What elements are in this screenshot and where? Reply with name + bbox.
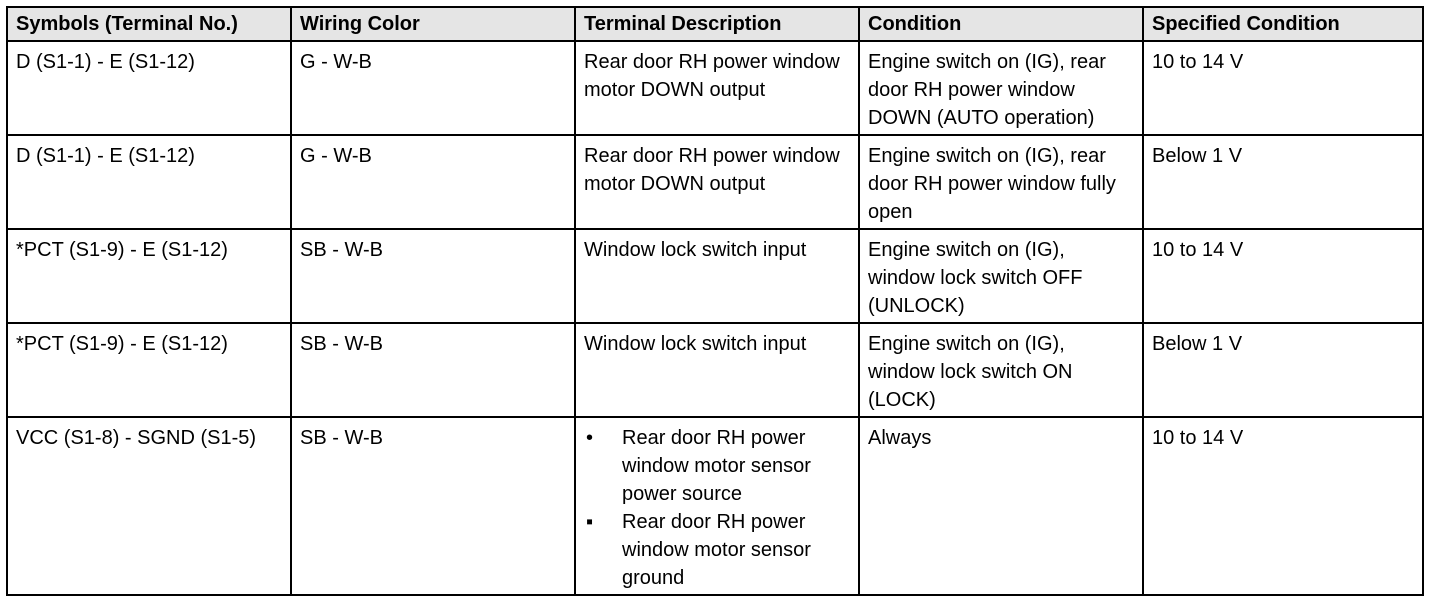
cell-description: Rear door RH power window motor DOWN output <box>575 41 859 135</box>
table-row <box>7 135 1423 229</box>
table-row <box>7 323 1423 417</box>
table-row <box>7 229 1423 323</box>
table-row <box>7 41 1423 135</box>
terminal-spec-table <box>6 6 1424 596</box>
cell-condition: Engine switch on (IG), window lock switch OFF (UNLOCK) <box>859 229 1143 323</box>
cell-condition: Always <box>859 417 1143 595</box>
cell-description: Window lock switch input <box>575 229 859 323</box>
header-symbols: Symbols (Terminal No.) <box>7 7 291 41</box>
cell-specified: 10 to 14 V <box>1143 41 1423 135</box>
cell-wiring-color: G - W-B <box>291 135 575 229</box>
header-condition: Condition <box>859 7 1143 41</box>
table-row <box>7 417 1423 595</box>
bullet-text: Rear door RH power window motor sensor power source <box>622 427 811 505</box>
cell-wiring-color: SB - W-B <box>291 417 575 595</box>
cell-description: Rear door RH power window motor DOWN output <box>575 135 859 229</box>
cell-wiring-color: G - W-B <box>291 41 575 135</box>
description-bullet-item <box>584 424 850 508</box>
cell-specified: Below 1 V <box>1143 323 1423 417</box>
cell-wiring-color: SB - W-B <box>291 323 575 417</box>
header-specified-condition: Specified Condition <box>1143 7 1423 41</box>
cell-condition: Engine switch on (IG), rear door RH power window DOWN (AUTO operation) <box>859 41 1143 135</box>
cell-description <box>575 417 859 595</box>
bullet-marker: ▪ <box>586 511 594 533</box>
cell-condition: Engine switch on (IG), window lock switch ON (LOCK) <box>859 323 1143 417</box>
description-bullet-item <box>584 508 850 592</box>
header-wiring-color: Wiring Color <box>291 7 575 41</box>
cell-wiring-color: SB - W-B <box>291 229 575 323</box>
description-bullet-list <box>584 424 850 592</box>
header-terminal-description: Terminal Description <box>575 7 859 41</box>
cell-symbols: D (S1-1) - E (S1-12) <box>7 135 291 229</box>
cell-symbols: *PCT (S1-9) - E (S1-12) <box>7 229 291 323</box>
cell-condition: Engine switch on (IG), rear door RH power window fully open <box>859 135 1143 229</box>
cell-specified: Below 1 V <box>1143 135 1423 229</box>
bullet-marker: • <box>586 427 594 449</box>
cell-symbols: D (S1-1) - E (S1-12) <box>7 41 291 135</box>
cell-description: Window lock switch input <box>575 323 859 417</box>
cell-specified: 10 to 14 V <box>1143 417 1423 595</box>
bullet-text: Rear door RH power window motor sensor ground <box>622 511 811 589</box>
cell-symbols: VCC (S1-8) - SGND (S1-5) <box>7 417 291 595</box>
cell-symbols: *PCT (S1-9) - E (S1-12) <box>7 323 291 417</box>
table-header-row <box>7 7 1423 41</box>
cell-specified: 10 to 14 V <box>1143 229 1423 323</box>
